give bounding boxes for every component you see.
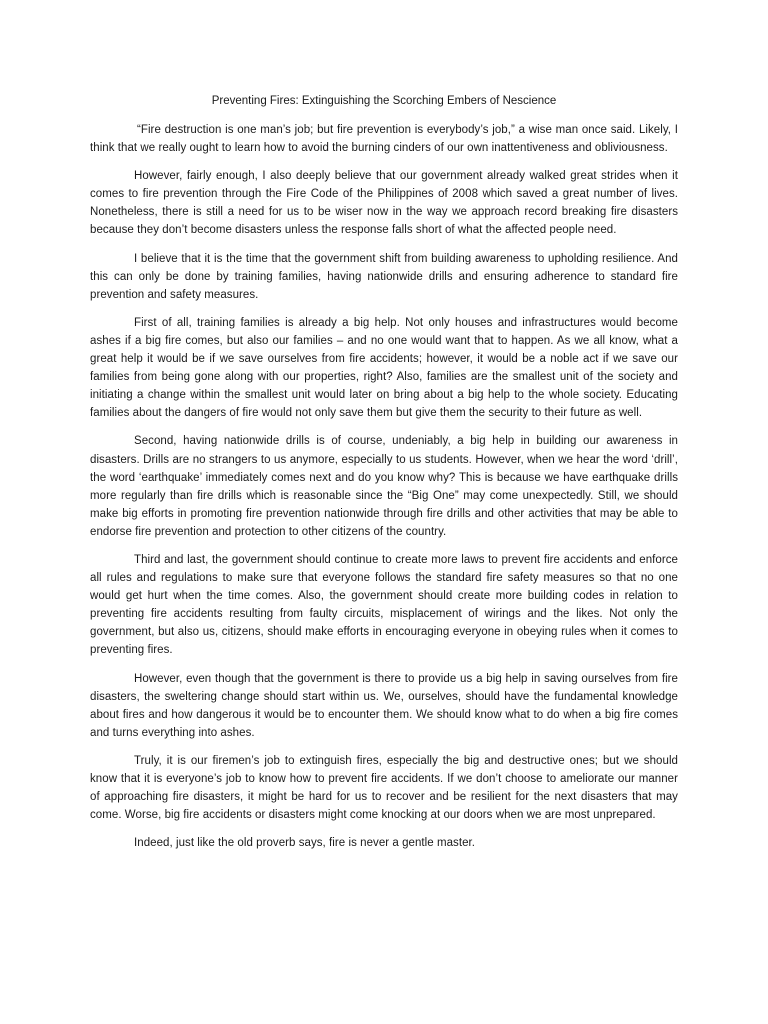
document-title: Preventing Fires: Extinguishing the Scorching Embers of Nescience — [211, 95, 557, 107]
paragraph-change-within-us: However, even though that the government is there to provide us a big help in saving ourselves from fire disasters, the sweltering change should start within us. We, ourselves, should have the fundamental knowledge about fires and how dangerous it would be to encounter them. We should know what to do when a big fire comes and turns everything into ashes. — [90, 672, 678, 739]
paragraph-training-families: First of all, training families is already a big help. Not only houses and infrastructures would become ashes if a big fire comes, but also our families – and no one would want that to happen. As we all know, what a great help it would be if we save ourselves from fire accidents; however, it would be a noble act if we save our families from being gone along with our properties, right? Also, families are the smallest unit of the society and initiating a change within the smallest unit would later on bring about a big help to the whole society. Educating families about the dangers of fire would not only save them but give them the security to their future as well. — [90, 316, 678, 420]
paragraph-thesis: I believe that it is the time that the government shift from building awareness to upholding resilience. And this can only be done by training families, having nationwide drills and ensuring adherence to standard fire prevention and safety measures. — [90, 252, 678, 301]
paragraph-laws-and-rules: Third and last, the government should continue to create more laws to prevent fire accidents and enforce all rules and regulations to make sure that everyone follows the standard fire safety measures so that no one would get hurt when the time comes. Also, the government should create more building codes in relation to preventing fire accidents resulting from faulty circuits, misplacement of wirings and the likes. Not only the government, but also us, citizens, should make efforts in encouraging everyone in obeying rules when it comes to preventing fires. — [90, 553, 678, 657]
paragraph-everyones-job: Truly, it is our firemen’s job to extinguish fires, especially the big and destructive ones; but we should know that it is everyone’s job to know how to prevent fire accidents. If we don’t choose to ameliorate our manner of approaching fire disasters, it might be hard for us to recover and be resilient for the next disasters that may come. Worse, big fire accidents or disasters might come knocking at our doors when we are most unprepared. — [90, 754, 678, 822]
paragraph-nationwide-drills: Second, having nationwide drills is of course, undeniably, a big help in building our awareness in disasters. Drills are no strangers to us anymore, especially to us students. However, when we hear the word ‘drill’, the word ‘earthquake’ immediately comes next and do you know why? This is because we have earthquake drills more regularly than fire drills which is reasonable since the “Big One” may come unexpectedly. Still, we should make big efforts in promoting fire prevention nationwide through fire drills and other activities that may be able to endorse fire prevention and protection to other citizens of the country. — [90, 435, 678, 538]
paragraph-intro: “Fire destruction is one man’s job; but fire prevention is everybody’s job,” a wise man once said. Likely, I think that we really ought to learn how to avoid the burning cinders of our own inattentiveness and obliviousness. — [90, 124, 678, 155]
paragraph-conclusion: Indeed, just like the old proverb says, fire is never a gentle master. — [134, 837, 476, 850]
paragraph-government-strides: However, fairly enough, I also deeply believe that our government already walked great strides when it comes to fire prevention through the Fire Code of the Philippines of 2008 which saved a great number of lives. Nonetheless, there is still a need for us to be wiser now in the way we approach record breaking fire disasters because they don’t become disasters unless the response falls short of what the affected people need. — [90, 170, 678, 237]
document-body — [90, 121, 678, 862]
